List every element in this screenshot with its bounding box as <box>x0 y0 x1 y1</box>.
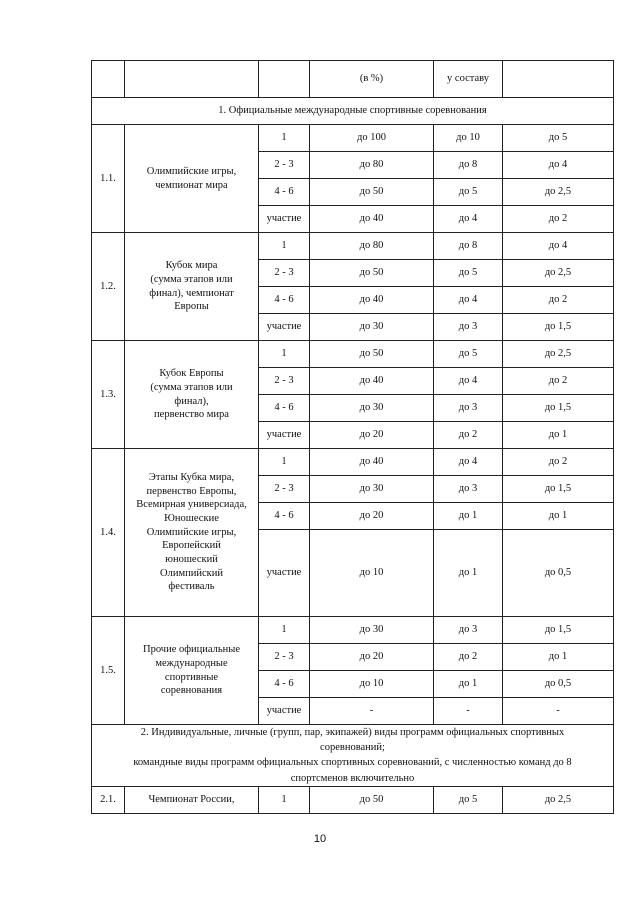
team-cell: до 8 <box>434 233 503 260</box>
team-cell: до 2 <box>434 422 503 449</box>
page-number: 10 <box>313 833 327 845</box>
competition-name-line: первенство Европы, <box>146 485 237 497</box>
place-cell: 2 - 3 <box>259 260 310 287</box>
competition-name-line: первенство мира <box>154 409 229 421</box>
place-cell: участие <box>259 206 310 233</box>
place-cell: 1 <box>259 341 310 368</box>
competition-name-line: Всемирная универсиада, <box>136 499 247 511</box>
section-1-title: 1. Официальные международные спортивные соревнования <box>92 98 614 125</box>
competition-name-line: Этапы Кубка мира, <box>148 472 235 484</box>
percent-cell: до 50 <box>310 786 434 813</box>
team-cell: до 3 <box>434 395 503 422</box>
section-2-line: соревнований; <box>320 742 385 754</box>
place-cell: 4 - 6 <box>259 671 310 698</box>
percent-cell: до 100 <box>310 125 434 152</box>
team-cell: до 3 <box>434 617 503 644</box>
header-cell-name <box>125 61 259 98</box>
competition-name-line: (сумма этапов или <box>150 381 233 393</box>
bonus-cell: до 1,5 <box>503 314 614 341</box>
competition-name-line: Кубок мира <box>165 260 218 272</box>
team-cell: до 5 <box>434 786 503 813</box>
place-cell: 4 - 6 <box>259 503 310 530</box>
team-cell: - <box>434 698 503 725</box>
team-cell: до 5 <box>434 341 503 368</box>
item-number: 1.2. <box>92 233 125 341</box>
team-cell: до 5 <box>434 179 503 206</box>
header-cell-percent: (в %) <box>310 61 434 98</box>
table-row <box>92 125 614 152</box>
place-cell: 4 - 6 <box>259 395 310 422</box>
bonus-cell: до 1 <box>503 503 614 530</box>
place-cell: 1 <box>259 786 310 813</box>
bonus-cell: до 0,5 <box>503 671 614 698</box>
percent-cell: до 40 <box>310 287 434 314</box>
team-cell: до 4 <box>434 449 503 476</box>
competition-name <box>125 233 259 341</box>
percent-cell: до 50 <box>310 260 434 287</box>
header-cell-team: у составу <box>434 61 503 98</box>
competition-name-line: (сумма этапов или <box>150 273 233 285</box>
item-number: 1.1. <box>92 125 125 233</box>
place-cell: участие <box>259 530 310 617</box>
bonus-cell: до 2,5 <box>503 179 614 206</box>
place-cell: 2 - 3 <box>259 644 310 671</box>
place-cell: 4 - 6 <box>259 179 310 206</box>
place-cell: 1 <box>259 233 310 260</box>
competition-name-line: спортивные <box>164 671 219 683</box>
team-cell: до 8 <box>434 152 503 179</box>
team-cell: до 4 <box>434 287 503 314</box>
place-cell: участие <box>259 422 310 449</box>
header-cell-place <box>259 61 310 98</box>
section-2-title <box>92 725 614 787</box>
place-cell: участие <box>259 698 310 725</box>
percent-cell: до 30 <box>310 395 434 422</box>
competition-name-line: Европейский <box>162 540 221 552</box>
competition-name-line: Олимпийский <box>160 567 223 579</box>
competition-name <box>125 617 259 725</box>
percent-cell: до 20 <box>310 422 434 449</box>
competition-name-line: финал), чемпионат <box>149 287 234 299</box>
item-number: 1.4. <box>92 449 125 617</box>
percent-cell: до 80 <box>310 233 434 260</box>
bonus-cell: до 2 <box>503 206 614 233</box>
header-cell-num <box>92 61 125 98</box>
header-cell-last <box>503 61 614 98</box>
place-cell: 2 - 3 <box>259 368 310 395</box>
team-cell: до 1 <box>434 530 503 617</box>
header-row <box>92 61 614 98</box>
percent-cell: до 40 <box>310 449 434 476</box>
team-cell: до 1 <box>434 671 503 698</box>
bonus-cell: до 2 <box>503 287 614 314</box>
team-cell: до 4 <box>434 368 503 395</box>
bonus-cell: до 2 <box>503 449 614 476</box>
table-row <box>92 341 614 368</box>
competition-name-line: Европы <box>174 301 209 313</box>
team-cell: до 10 <box>434 125 503 152</box>
competition-name-line: юношеский <box>165 553 218 565</box>
percent-cell: до 10 <box>310 671 434 698</box>
competition-name <box>125 341 259 449</box>
percent-cell: до 10 <box>310 530 434 617</box>
team-cell: до 4 <box>434 206 503 233</box>
place-cell: 4 - 6 <box>259 287 310 314</box>
bonus-cell: до 1,5 <box>503 395 614 422</box>
competition-name <box>125 125 259 233</box>
bonus-cell: до 1,5 <box>503 617 614 644</box>
section-2-line: командные виды программ официальных спортивных соревнований, с численностью команд до 8 <box>133 757 572 769</box>
competition-name-line: международные <box>155 657 228 669</box>
bonus-cell: до 2,5 <box>503 260 614 287</box>
section-1-row <box>92 98 614 125</box>
team-cell: до 3 <box>434 314 503 341</box>
bonus-cell: до 0,5 <box>503 530 614 617</box>
percent-cell: до 30 <box>310 314 434 341</box>
bonus-cell: до 4 <box>503 152 614 179</box>
item-number: 1.3. <box>92 341 125 449</box>
item-number: 2.1. <box>92 786 125 813</box>
bonus-cell: до 1,5 <box>503 476 614 503</box>
competition-name-line: Юношеские <box>164 513 219 525</box>
percent-cell: до 50 <box>310 341 434 368</box>
percent-cell: до 20 <box>310 644 434 671</box>
team-cell: до 1 <box>434 503 503 530</box>
percent-cell: до 30 <box>310 476 434 503</box>
competition-name-line: чемпионат мира <box>155 179 228 191</box>
team-cell: до 5 <box>434 260 503 287</box>
bonus-cell: - <box>503 698 614 725</box>
percent-cell: до 20 <box>310 503 434 530</box>
bonus-cell: до 1 <box>503 422 614 449</box>
place-cell: участие <box>259 314 310 341</box>
percent-cell: до 80 <box>310 152 434 179</box>
team-cell: до 3 <box>434 476 503 503</box>
competition-name-line: финал), <box>174 395 209 407</box>
item-number: 1.5. <box>92 617 125 725</box>
bonus-cell: до 2 <box>503 368 614 395</box>
competition-name-line: Олимпийские игры, <box>146 526 237 538</box>
place-cell: 1 <box>259 617 310 644</box>
place-cell: 2 - 3 <box>259 476 310 503</box>
competition-name-line: соревнования <box>160 685 223 697</box>
percent-cell: до 50 <box>310 179 434 206</box>
place-cell: 1 <box>259 449 310 476</box>
table-row <box>92 786 614 813</box>
percent-cell: до 30 <box>310 617 434 644</box>
competition-name-line: Олимпийские игры, <box>146 165 237 177</box>
place-cell: 1 <box>259 125 310 152</box>
percent-cell: до 40 <box>310 368 434 395</box>
competition-name-line: Кубок Европы <box>159 368 224 380</box>
percent-cell: - <box>310 698 434 725</box>
competition-name: Чемпионат России, <box>125 786 259 813</box>
table-row <box>92 233 614 260</box>
section-2-line: спортсменов включительно <box>290 772 415 784</box>
table-row <box>92 617 614 644</box>
team-cell: до 2 <box>434 644 503 671</box>
bonus-cell: до 2,5 <box>503 341 614 368</box>
competition-name <box>125 449 259 617</box>
bonus-cell: до 4 <box>503 233 614 260</box>
percent-cell: до 40 <box>310 206 434 233</box>
place-cell: 2 - 3 <box>259 152 310 179</box>
bonus-cell: до 5 <box>503 125 614 152</box>
competition-name-line: Прочие официальные <box>142 644 241 656</box>
rewards-table <box>91 60 614 814</box>
competition-name-line: фестиваль <box>168 581 215 593</box>
section-2-line: 2. Индивидуальные, личные (групп, пар, экипажей) виды программ официальных спортивных <box>140 727 565 738</box>
bonus-cell: до 2,5 <box>503 786 614 813</box>
bonus-cell: до 1 <box>503 644 614 671</box>
section-2-row <box>92 725 614 787</box>
table-row <box>92 449 614 476</box>
